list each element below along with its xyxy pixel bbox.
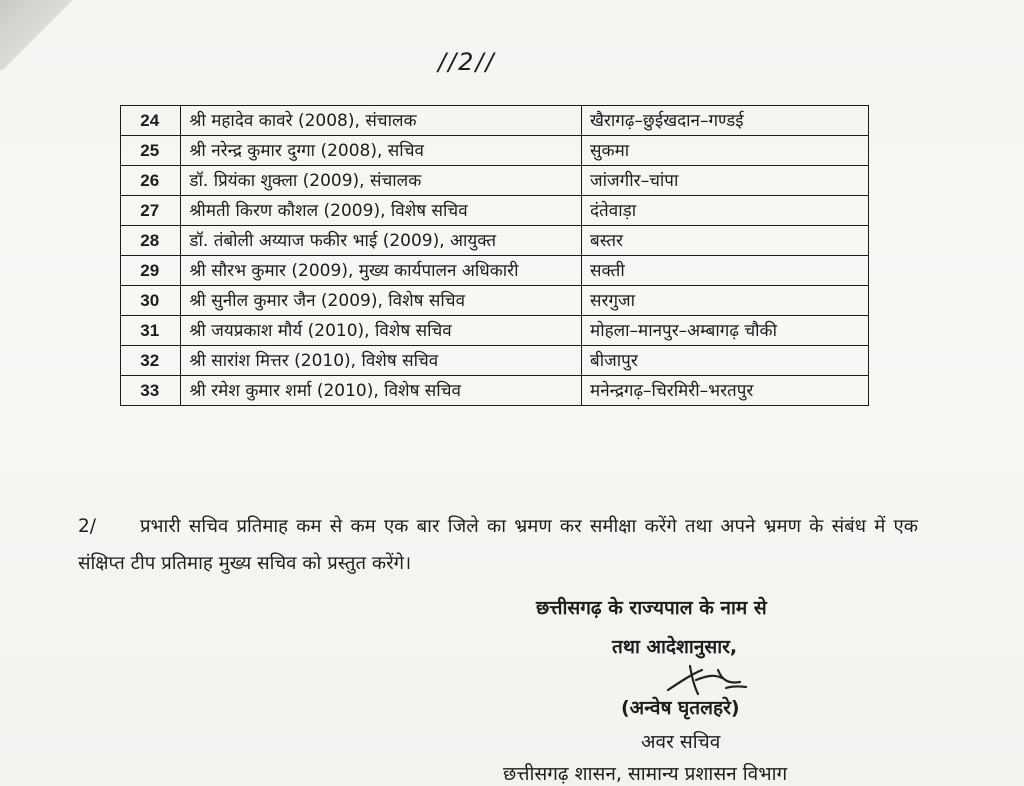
secretary-district-table <box>120 105 869 406</box>
district-cell: खैरागढ़–छुईखदान–गण्डई <box>582 106 869 136</box>
serial-number: 28 <box>121 226 181 256</box>
officer-cell: श्री जयप्रकाश मौर्य (2010), विशेष सचिव <box>181 316 582 346</box>
table-row <box>121 136 869 166</box>
serial-number: 31 <box>121 316 181 346</box>
district-cell: मोहला–मानपुर–अम्बागढ़ चौकी <box>582 316 869 346</box>
signatory-designation: अवर सचिव <box>641 731 721 753</box>
district-cell: सुकमा <box>582 136 869 166</box>
serial-number: 30 <box>121 286 181 316</box>
serial-number: 25 <box>121 136 181 166</box>
serial-number: 26 <box>121 166 181 196</box>
table-row <box>121 196 869 226</box>
officer-cell: डॉ. तंबोली अय्याज फकीर भाई (2009), आयुक्त <box>181 226 582 256</box>
table-row <box>121 346 869 376</box>
district-cell: सक्ती <box>582 256 869 286</box>
district-cell: सरगुजा <box>582 286 869 316</box>
signatory-name: (अन्वेष घृतलहरे) <box>621 697 740 719</box>
signatory-department: छत्तीसगढ़ शासन, सामान्य प्रशासन विभाग <box>503 763 788 785</box>
table-row <box>121 256 869 286</box>
serial-number: 29 <box>121 256 181 286</box>
district-cell: बस्तर <box>582 226 869 256</box>
page-fold-shadow <box>0 0 90 70</box>
officer-cell: श्री रमेश कुमार शर्मा (2010), विशेष सचिव <box>181 376 582 406</box>
officer-cell: श्री सौरभ कुमार (2009), मुख्य कार्यपालन अधिकारी <box>181 256 582 286</box>
page-number: //2// <box>438 48 496 76</box>
table-row <box>121 286 869 316</box>
paragraph-number: 2/ <box>78 516 97 537</box>
closing-line-governor: छत्तीसगढ़ के राज्यपाल के नाम से <box>536 597 767 619</box>
officer-cell: श्री सारांश मित्तर (2010), विशेष सचिव <box>181 346 582 376</box>
paragraph-text: प्रभारी सचिव प्रतिमाह कम से कम एक बार जिले का भ्रमण कर समीक्षा करेंगे तथा अपने भ्रमण के संबंध में एक संक्षिप्त टीप प्रतिमाह मुख्य सचिव को प्रस्तुत करेंगे। <box>78 516 918 574</box>
closing-line-order: तथा आदेशानुसार, <box>612 636 738 658</box>
table-row <box>121 376 869 406</box>
officer-cell: डॉ. प्रियंका शुक्ला (2009), संचालक <box>181 166 582 196</box>
officer-cell: श्रीमती किरण कौशल (2009), विशेष सचिव <box>181 196 582 226</box>
district-cell: मनेन्द्रगढ़–चिरमिरी–भरतपुर <box>582 376 869 406</box>
serial-number: 33 <box>121 376 181 406</box>
table-row <box>121 166 869 196</box>
district-cell: दंतेवाड़ा <box>582 196 869 226</box>
table-row <box>121 316 869 346</box>
district-cell: जांजगीर–चांपा <box>582 166 869 196</box>
table-row <box>121 106 869 136</box>
serial-number: 27 <box>121 196 181 226</box>
district-cell: बीजापुर <box>582 346 869 376</box>
serial-number: 32 <box>121 346 181 376</box>
officer-cell: श्री महादेव कावरे (2008), संचालक <box>181 106 582 136</box>
table-row <box>121 226 869 256</box>
officer-cell: श्री सुनील कुमार जैन (2009), विशेष सचिव <box>181 286 582 316</box>
serial-number: 24 <box>121 106 181 136</box>
officer-cell: श्री नरेन्द्र कुमार दुग्गा (2008), सचिव <box>181 136 582 166</box>
instruction-paragraph <box>78 508 918 582</box>
